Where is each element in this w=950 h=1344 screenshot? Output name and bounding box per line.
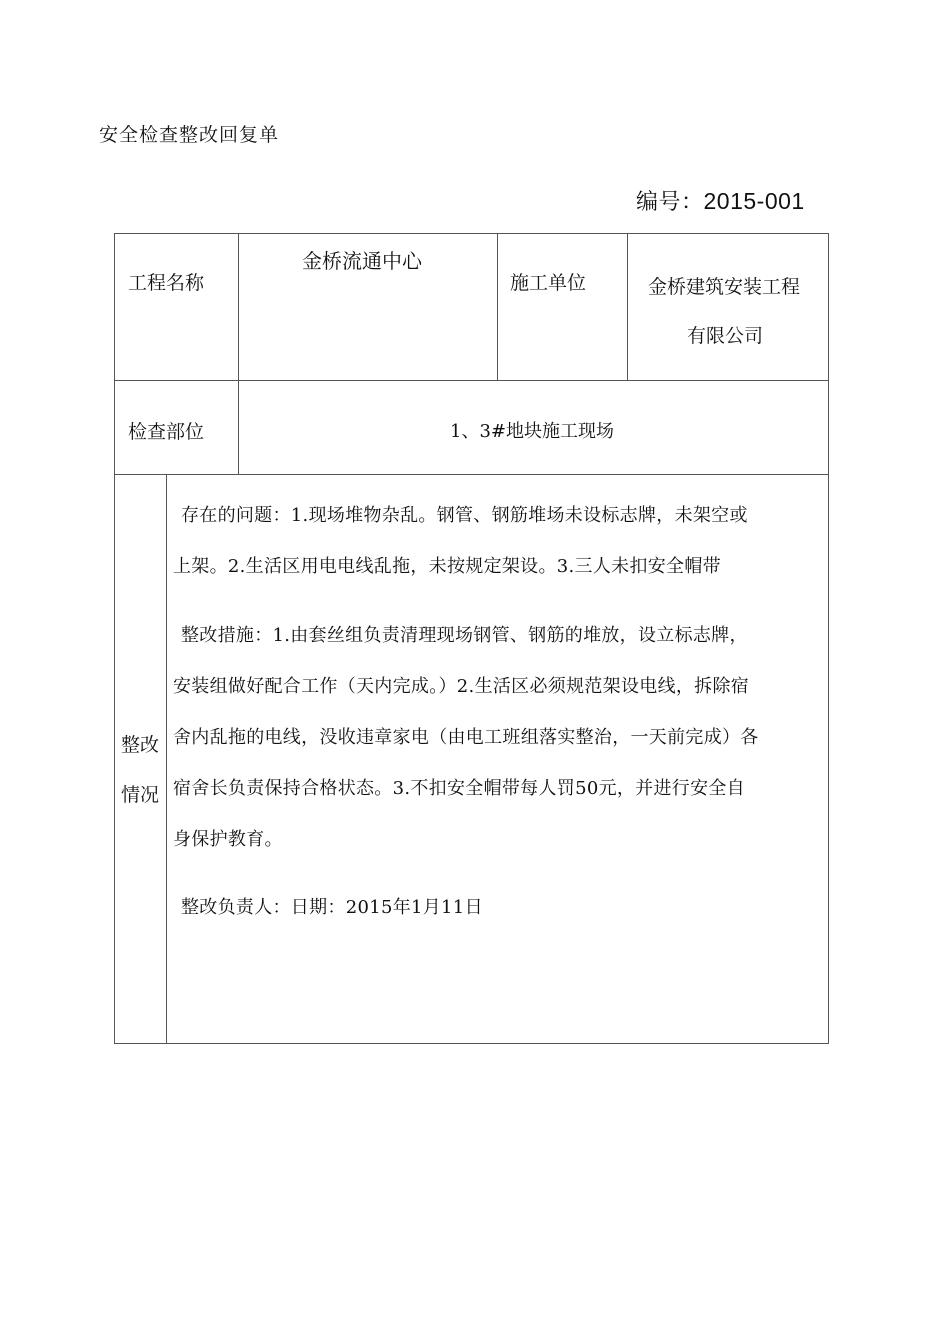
project-name-label: 工程名称 [128,272,205,294]
contractor-value-line2: 有限公司 [687,325,764,347]
measures-section [173,610,823,865]
row-divider-2 [115,474,828,475]
responsible-line: 整改负责人：日期：2015年1月11日 [181,897,483,918]
contractor-label: 施工单位 [510,272,587,294]
contractor-value-line1: 金桥建筑安装工程 [648,276,801,298]
inspection-area-label: 检查部位 [128,421,205,443]
document-number-label: 编号： [636,190,704,215]
rectification-label-line1: 整改 [121,734,160,756]
document-number-value: 2015-001 [703,188,805,214]
measures-line-5: 身保护教育。 [173,829,283,850]
document-title: 安全检查整改回复单 [99,124,280,146]
rectification-label-line2: 情况 [121,784,160,806]
inspection-area-value: 1、3#地块施工现场 [450,421,614,442]
problems-line-2: 上架。2.生活区用电电线乱拖，未按规定架设。3.三人未扣安全帽带 [173,556,721,577]
problems-line-1: 存在的问题：1.现场堆物杂乱。钢管、钢筋堆场未设标志牌，未架空或 [181,505,748,526]
column-divider-label [238,234,239,474]
measures-line-1: 整改措施：1.由套丝组负责清理现场钢管、钢筋的堆放，设立标志牌， [181,625,748,646]
responsible-section [173,882,823,933]
project-name-value: 金桥流通中心 [302,249,422,273]
column-divider-contractor [627,234,628,380]
rectification-form-table [114,233,829,1044]
row-divider-1 [115,380,828,381]
measures-line-3: 舍内乱拖的电线，没收违章家电（由电工班组落实整治，一天前完成）各 [173,727,759,748]
measures-line-4: 宿舍长负责保持合格状态。3.不扣安全帽带每人罚50元，并进行安全自 [173,778,745,799]
column-divider-project [497,234,498,380]
document-number [636,185,805,216]
measures-line-2: 安装组做好配合工作（天内完成。）2.生活区必须规范架设电线，拆除宿 [173,676,750,697]
column-divider-rectification [166,474,167,1043]
problems-section [173,490,823,592]
